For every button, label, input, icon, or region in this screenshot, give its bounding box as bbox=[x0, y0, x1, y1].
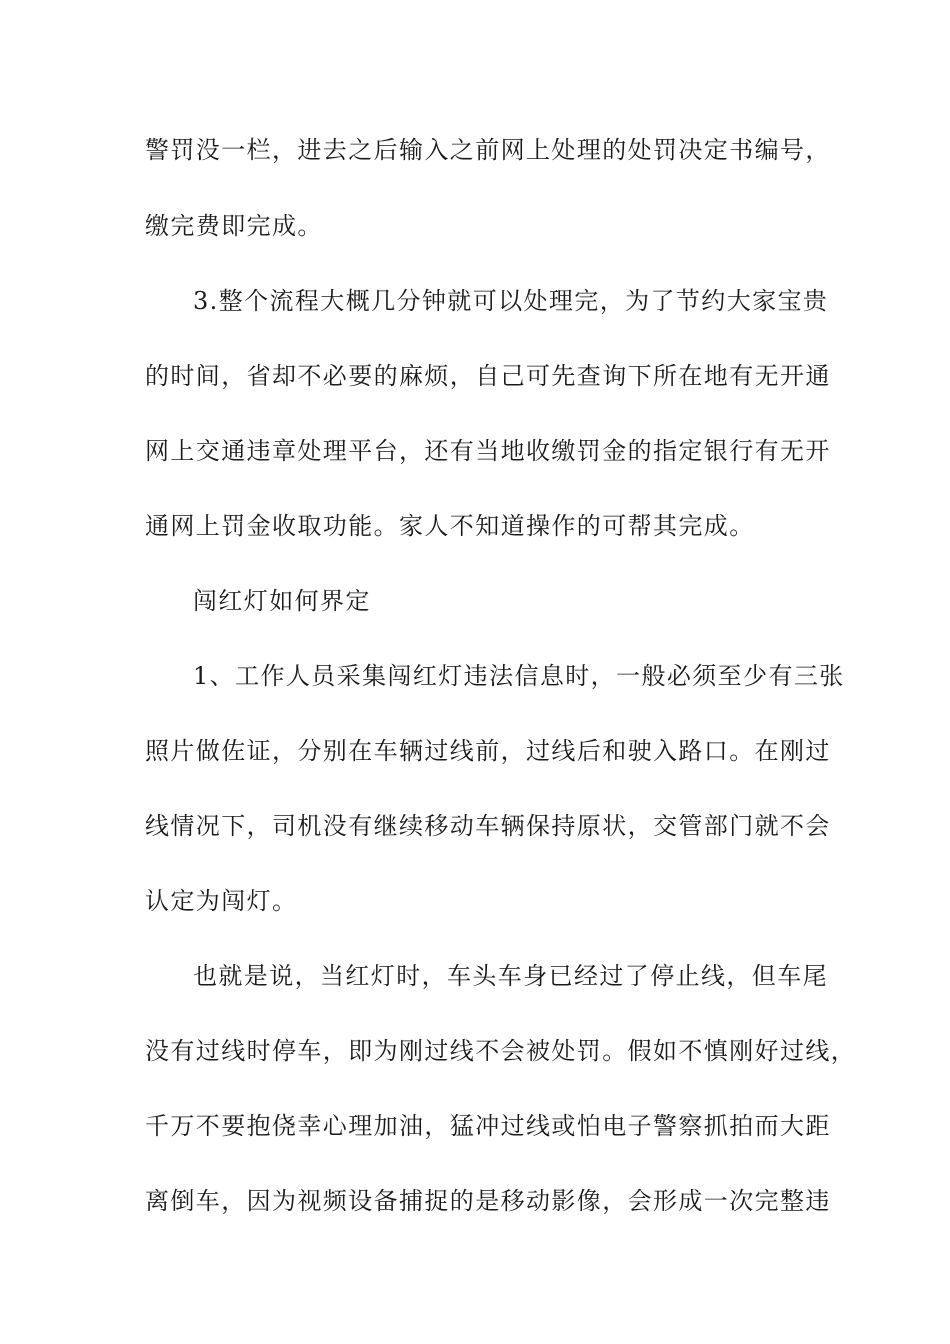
text-line: 线情况下，司机没有继续移动车辆保持原状，交管部门就不会 bbox=[145, 812, 831, 840]
text-line: 通网上罚金收取功能。家人不知道操作的可帮其完成。 bbox=[145, 512, 755, 540]
text-line: 警罚没一栏，进去之后输入之前网上处理的处罚决定书编号， bbox=[145, 136, 831, 164]
section-heading: 闯红灯如何界定 bbox=[193, 587, 371, 615]
text-line: 照片做佐证，分别在车辆过线前，过线后和驶入路口。在刚过 bbox=[145, 737, 831, 765]
text-line: 没有过线时停车，即为刚过线不会被处罚。假如不慎刚好过线， bbox=[145, 1037, 857, 1065]
text-line: 的时间，省却不必要的麻烦，自己可先查询下所在地有无开通 bbox=[145, 362, 831, 390]
paragraph-start-line: 3.整个流程大概几分钟就可以处理完，为了节约大家宝贵 bbox=[193, 287, 829, 315]
paragraph-start-line: 也就是说，当红灯时，车头车身已经过了停止线，但车尾 bbox=[193, 962, 828, 990]
text-line: 缴完费即完成。 bbox=[145, 212, 323, 240]
text-line: 网上交通违章处理平台，还有当地收缴罚金的指定银行有无开 bbox=[145, 437, 831, 465]
text-line: 千万不要抱侥幸心理加油，猛冲过线或怕电子警察抓拍而大距 bbox=[145, 1112, 831, 1140]
text-line: 认定为闯灯。 bbox=[145, 887, 298, 915]
text-line: 离倒车，因为视频设备捕捉的是移动影像，会形成一次完整违 bbox=[145, 1187, 831, 1215]
paragraph-start-line: 1、工作人员采集闯红灯违法信息时，一般必须至少有三张 bbox=[193, 662, 845, 690]
